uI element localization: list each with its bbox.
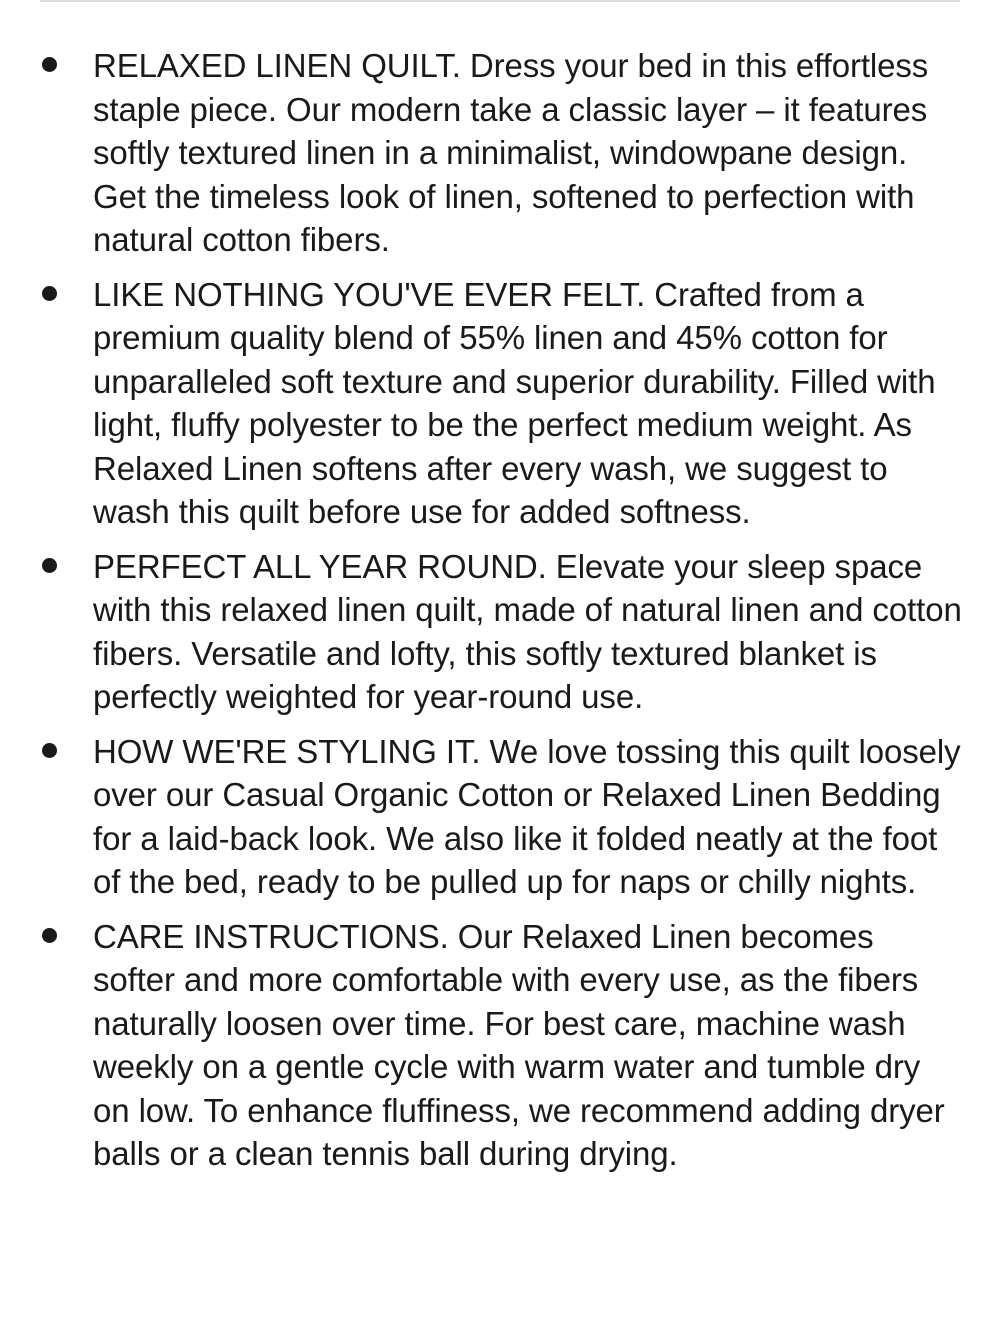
feature-text: HOW WE'RE STYLING IT. We love tossing this quilt loosely over our Casual Organic Cotton or Relaxed Linen Bedding for a laid-back look. We also like it folded neatly at the foot of the bed, ready to be pulled up for naps or chilly nights. xyxy=(93,732,961,900)
feature-item-all-year-round xyxy=(0,545,1000,719)
bullet-icon xyxy=(42,57,57,72)
feature-text: CARE INSTRUCTIONS. Our Relaxed Linen becomes softer and more comfortable with every use, as the fibers naturally loosen over time. For best care, machine wash weekly on a gentle cycle with warm water and tumble dry on low. To enhance fluffiness, we recommend adding dryer balls or a clean tennis ball during drying. xyxy=(93,917,945,1172)
feature-item-relaxed-linen-quilt xyxy=(0,44,1000,262)
feature-item-care-instructions xyxy=(0,915,1000,1176)
bullet-icon xyxy=(42,286,57,301)
bullet-icon xyxy=(42,743,57,758)
feature-item-like-nothing-felt xyxy=(0,273,1000,534)
bullet-icon xyxy=(42,928,57,943)
feature-text: RELAXED LINEN QUILT. Dress your bed in this effortless staple piece. Our modern take a classic layer – it features softly textured linen in a minimalist, windowpane design. Get the timeless look of linen, softened to perfection with natural cotton fibers. xyxy=(93,47,929,258)
feature-text: LIKE NOTHING YOU'VE EVER FELT. Crafted from a premium quality blend of 55% linen and 45% cotton for unparalleled soft texture and superior durability. Filled with light, fluffy polyester to be the perfect medium weight. As Relaxed Linen softens after every wash, we suggest to wash this quilt before use for added softness. xyxy=(93,275,936,530)
product-feature-list xyxy=(0,44,1000,1187)
feature-text: PERFECT ALL YEAR ROUND. Elevate your sleep space with this relaxed linen quilt, made of natural linen and cotton fibers. Versatile and lofty, this softly textured blanket is perfectly weighted for year-round use. xyxy=(93,547,962,715)
bullet-icon xyxy=(42,558,57,573)
feature-item-styling xyxy=(0,730,1000,904)
top-divider xyxy=(40,0,960,2)
